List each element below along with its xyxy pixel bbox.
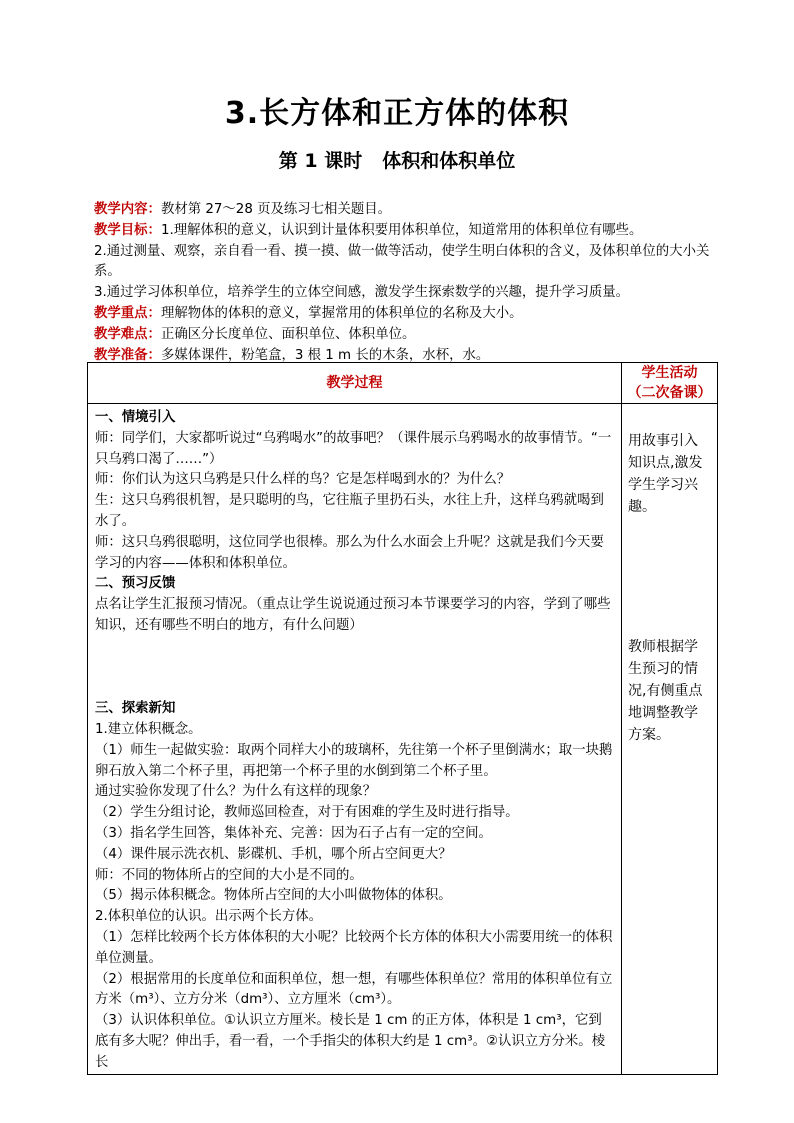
section-heading: 一、情境引入 [95,410,176,425]
lesson-topic: 体积和体积单位 [382,150,516,172]
process-line: 点名让学生汇报预习情况。（重点让学生说说通过预习本节课要学习的内容，学到了哪些知识，还有哪些不明白的地方，有什么问题） [95,597,611,633]
process-line: 师：不同的物体所占的空间的大小是不同的。 [95,867,363,883]
content-label: 教学内容： [94,202,161,217]
process-line: （1）师生一起做实验：取两个同样大小的玻璃杯，先往第一个杯子里倒满水；取一块鹅卵石放入第二个杯子里，再把第一个杯子里的水倒到第二个杯子里。 [95,742,613,779]
process-header: 教学过程 [88,363,622,404]
process-line: （5）揭示体积概念。物体所占空间的大小叫做物体的体积。 [95,888,452,904]
prep-text: 多媒体课件，粉笔盒，3 根 1 m 长的木条，水杯，水。 [160,347,490,363]
goal-3: 3.通过学习体积单位，培养学生的立体空间感，激发学生探索数学的兴趣，提升学习质量。 [94,285,630,301]
activity-header-line-1: 学生活动 [641,365,698,381]
key-text: 理解物体的体积的意义，掌握常用的体积单位的名称及大小。 [160,305,523,321]
prep-label: 教学准备： [94,347,161,363]
goals-row [94,221,714,242]
process-line: 2.体积单位的认识。出示两个长方体。 [95,909,323,925]
difficult-row [94,325,714,346]
difficult-label: 教学难点： [94,326,161,342]
activity-note-1: 用故事引入知识点,激发学生学习兴趣。 [628,433,703,515]
lesson-meta [94,200,714,366]
goals-label: 教学目标： [94,222,161,238]
section-heading: 二、预习反馈 [95,576,176,592]
activity-header [622,363,718,404]
process-line: （2）学生分组讨论，教师巡回检查，对于有困难的学生及时进行指导。 [95,805,519,821]
process-line: （2）根据常用的长度单位和面积单位，想一想，有哪些体积单位？常用的体积单位有立方米（m³）、立方分米（dm³）、立方厘米（cm³）。 [95,971,613,1008]
process-line: 师：你们认为这只乌鸦是只什么样的鸟？它是怎样喝到水的？为什么？ [95,472,511,488]
table-header-row [88,363,718,404]
process-line: （3）认识体积单位。①认识立方厘米。棱长是 1 cm 的正方体，体积是 1 cm³，它到底有多大呢？伸出手，看一看，一个手指尖的体积大约是 1 cm³。②认识立方分米。棱长 [95,1013,606,1070]
activity-note-2: 教师根据学生预习的情况,有侧重点地调整教学方案。 [628,639,703,743]
process-line: 生：这只乌鸦很机智，是只聪明的鸟，它往瓶子里扔石头，水往上升，这样乌鸦就喝到水了。 [95,493,604,529]
goal-2: 2.通过测量、观察，亲自看一看、摸一摸、做一做等活动，使学生明白体积的含义，及体积单位的大小关系。 [94,243,710,280]
activity-cell [622,404,718,1075]
lesson-subtitle [0,146,794,173]
process-line: 师：这只乌鸦很聪明，这位同学也很棒。那么为什么水面会上升呢？这就是我们今天要学习的内容——体积和体积单位。 [95,534,604,571]
lesson-table [87,362,718,1075]
goal-1: 1.理解体积的意义，认识到计量体积要用体积单位，知道常用的体积单位有哪些。 [160,222,643,238]
content-row [94,200,714,221]
activity-header-line-2: （二次备课） [627,385,712,401]
content-text: 教材第 27～28 页及练习七相关题目。 [160,202,392,217]
process-line: （4）课件展示洗衣机、影碟机、手机，哪个所占空间更大？ [95,846,452,862]
process-line: 1.建立体积概念。 [95,721,202,737]
page-title: 3.长方体和正方体的体积 [224,96,570,131]
difficult-text: 正确区分长度单位、面积单位、体积单位。 [160,326,416,342]
process-line: （3）指名学生回答，集体补充、完善：因为石子占有一定的空间。 [95,825,492,841]
section-heading: 三、探索新知 [95,701,176,717]
key-row [94,304,714,325]
process-line: （1）怎样比较两个长方体体积的大小呢？比较两个长方体的体积大小需要用统一的体积单位测量。 [95,929,613,966]
key-label: 教学重点： [94,305,161,321]
table-body-row [88,404,718,1075]
process-line [95,637,615,699]
lesson-number: 第 1 课时 [278,150,363,172]
process-line: 通过实验你发现了什么？为什么有这样的现象？ [95,784,377,800]
process-line: 师：同学们，大家都听说过“乌鸦喝水”的故事吧？（课件展示乌鸦喝水的故事情节。“一只乌鸦口渴了……”） [95,430,612,467]
process-cell [88,404,622,1075]
